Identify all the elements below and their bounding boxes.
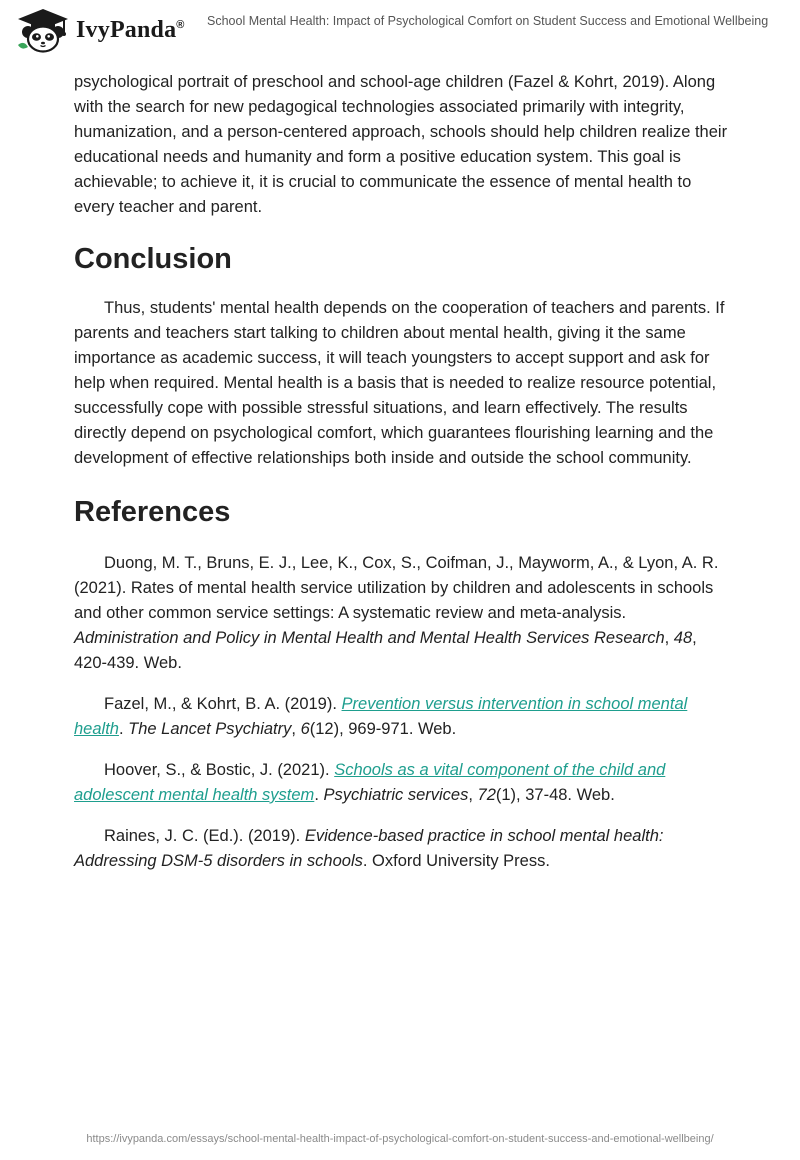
intro-paragraph: psychological portrait of preschool and school-age children (Fazel & Kohrt, 2019). Along with the search for new pedagogical technologies associated primarily with integrity, humanization, and a person-centered approach, schools should help children realize their educational needs and humanity and form a positive education system. This goal is achievable; to achieve it, it is crucial to communicate the essence of mental health to every teacher and parent. — [74, 73, 728, 216]
reference-book-title: Evidence-based practice in school mental health: Addressing DSM-5 disorders in schools — [74, 827, 664, 870]
reference-volume: 48 — [673, 629, 693, 647]
reference-journal: Psychiatric services — [323, 786, 469, 804]
reference-link-hoover[interactable]: Schools as a vital component of the child and adolescent mental health system — [74, 761, 666, 804]
reference-journal: The Lancet Psychiatry — [128, 720, 292, 738]
logo-wordmark: IvyPanda® — [76, 16, 185, 43]
reference-journal: Administration and Policy in Mental Health and Mental Health Services Research — [74, 629, 665, 647]
essay-content — [74, 70, 734, 890]
page-header — [0, 0, 800, 64]
panda-graduate-icon — [14, 7, 72, 53]
reference-item-raines: Raines, J. C. (Ed.). (2019). Evidence-based practice in school mental health: Addressing DSM-5 disorders in schools. Oxford University Press. — [74, 827, 664, 870]
conclusion-heading: Conclusion — [74, 243, 232, 275]
conclusion-paragraph: Thus, students' mental health depends on the cooperation of teachers and parents. If parents and teachers start talking to children about mental health, giving it the same importance as academic success, it will teach youngsters to accept support and ask for help when required. Mental health is a basis that is needed to realize resource potential, successfully cope with possible stressful situations, and learn effectively. The results directly depend on psychological comfort, which guarantees flourishing learning and the development of effective relationships both inside and outside the school community. — [74, 299, 725, 467]
references-heading: References — [74, 496, 231, 528]
reference-item-duong: Duong, M. T., Bruns, E. J., Lee, K., Cox, S., Coifman, J., Mayworm, A., & Lyon, A. R. (2021). Rates of mental health service utilization by children and adolescents in schools and other common service settings: A systematic review and meta-analysis. Administration and Policy in Mental Health and Mental Health Services Research, 48, 420-439. Web. — [74, 554, 719, 672]
reference-item-fazel: Fazel, M., & Kohrt, B. A. (2019). Prevention versus intervention in school mental health. The Lancet Psychiatry, 6(12), 969-971. Web. — [74, 695, 688, 738]
document-title: School Mental Health: Impact of Psychological Comfort on Student Success and Emotional Wellbeing — [207, 14, 769, 28]
reference-link-fazel[interactable]: Prevention versus intervention in school mental health — [74, 695, 688, 738]
ivypanda-logo[interactable] — [14, 7, 185, 53]
reference-item-hoover: Hoover, S., & Bostic, J. (2021). Schools as a vital component of the child and adolescent mental health system. Psychiatric services, 72(1), 37-48. Web. — [74, 761, 666, 804]
reference-volume: 6 — [300, 720, 310, 738]
footer-url[interactable]: https://ivypanda.com/essays/school-mental-health-impact-of-psychological-comfort-on-student-success-and-emotional-wellbeing/ — [86, 1133, 714, 1145]
reference-volume: 72 — [477, 786, 496, 804]
